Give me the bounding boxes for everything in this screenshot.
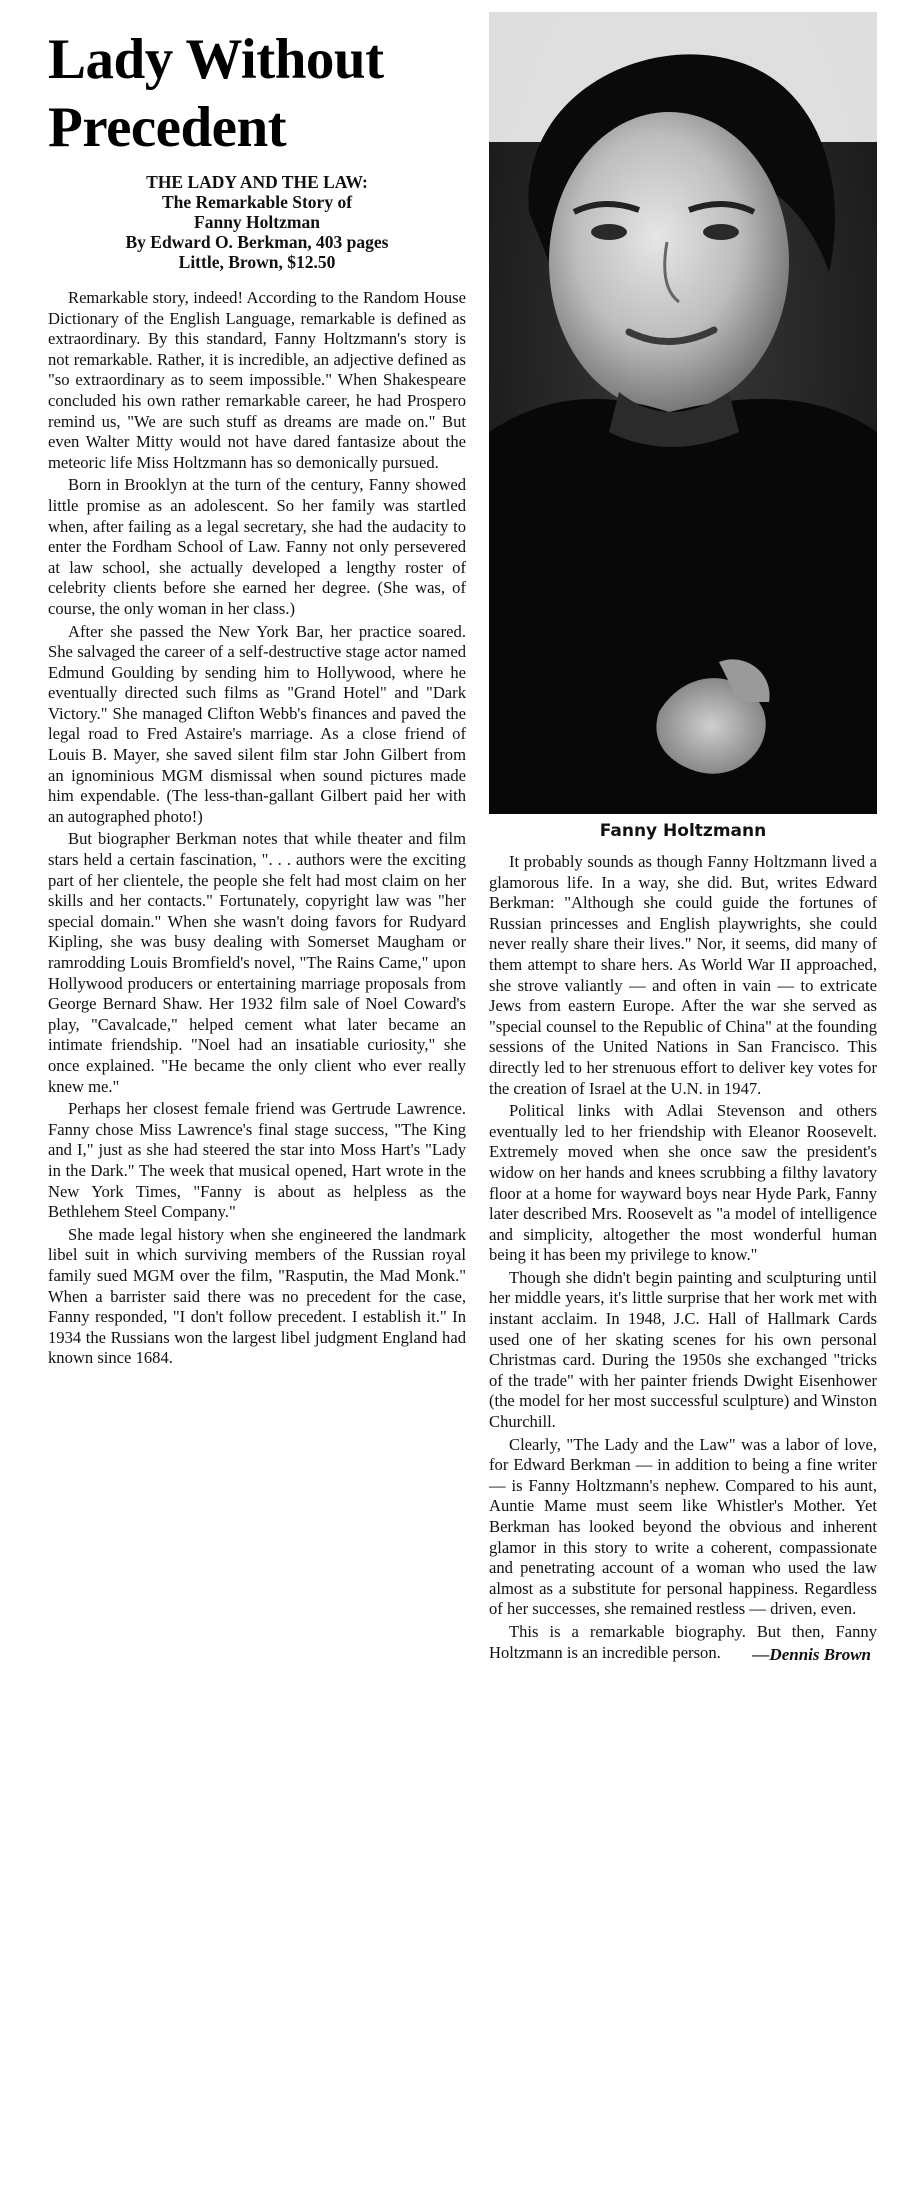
author-byline: —Dennis Brown	[752, 1645, 871, 1665]
paragraph: Born in Brooklyn at the turn of the century, Fanny showed little promise as an adolescent. So her family was startled when, after failing as a legal secretary, she had the audacity to enter the Fordham School of Law. Fanny not only persevered at law school, she actually developed a lengthy roster of celebrity clients before she earned her degree. (She was, of course, the only woman in her class.)	[48, 475, 466, 618]
book-subtitle: The Remarkable Story of	[161, 192, 353, 212]
paragraph: Clearly, "The Lady and the Law" was a labor of love, for Edward Berkman — in addition to being a fine writer — is Fanny Holtzmann's nephew. Compared to his aunt, Auntie Mame must seem like Whistler's Mother. Yet Berkman has looked beyond the obvious and inherent glamor in this story to write a coherent, compassionate and penetrating account of a woman who used the law almost as a substitute for personal happiness. Regardless of her successes, she remained restless — driven, even.	[489, 1434, 877, 1619]
paragraph: After she passed the New York Bar, her practice soared. She salvaged the career of a self-destructive stage actor named Edmund Goulding by sending him to Hollywood, where he eventually directed such films as "Grand Hotel" and "Dark Victory." She managed Clifton Webb's finances and paved the legal road to Fred Astaire's marriage. As a close friend of Louis B. Mayer, she saved silent film star John Gilbert from an ignominious MGM dismissal when sound pictures made him expendable. (The less-than-gallant Gilbert paid her with an autographed photo!)	[48, 621, 466, 826]
portrait-photo	[489, 12, 877, 814]
book-author-line: By Edward O. Berkman, 403 pages	[125, 232, 389, 252]
paragraph: She made legal history when she engineered the landmark libel suit in which surviving members of the Russian royal family sued MGM over the film, "Rasputin, the Mad Monk." When a barrister said there was no precedent for the case, Fanny responded, "I don't follow precedent. I establish it." In 1934 the Russians won the largest libel judgment England had known since 1684.	[48, 1224, 466, 1368]
right-column	[489, 12, 877, 1665]
paragraph: It probably sounds as though Fanny Holtzmann lived a glamorous life. In a way, she did. But, writes Edward Berkman: "Although she could guide the fortunes of Russian princesses and English playwrights, she could never really share their lives." Nor, it seems, did many of them attempt to share hers. As World War II approached, she strove valiantly — and often in vain — to extricate Jews from eastern Europe. After the war she served as "special counsel to the Republic of China" at the founding sessions of the United Nations in San Francisco. This directly led to her strenuous effort to deliver key votes for the creation of Israel at the U.N. in 1947.	[489, 852, 877, 1098]
left-body	[48, 288, 466, 1369]
headline: Lady Without Precedent	[48, 28, 384, 159]
paragraph: Though she didn't begin painting and sculpturing until her middle years, it's little surprise that her work met with instant acclaim. In 1948, J.C. Hall of Hallmark Cards used one of her skating scenes for his own personal Christmas card. During the 1950s she exchanged "tricks of the trade" with her painter friends Dwight Eisenhower (the model for her most successful sculpture) and Winston Churchill.	[489, 1267, 877, 1432]
paragraph: This is a remarkable biography. But then, Fanny Holtzmann is an incredible person.	[489, 1621, 877, 1662]
paragraph: Political links with Adlai Stevenson and others eventually led to her friendship with Eleanor Roosevelt. Extremely moved when she once saw the president's widow on her hands and knees scrubbing a filthy lavatory floor at a home for wayward boys near Hyde Park, Fanny later described Mrs. Roosevelt as "a model of intelligence and simplicity, altogether the most wonderful human being it has been my privilege to know."	[489, 1101, 877, 1265]
right-body	[489, 852, 877, 1663]
photo-caption: Fanny Holtzmann	[599, 821, 767, 841]
book-subject: Fanny Holtzman	[194, 212, 320, 232]
paragraph: Remarkable story, indeed! According to the Random House Dictionary of the English Language, remarkable is defined as extraordinary. By this standard, Fanny Holtzmann's story is not remarkable. Rather, it is incredible, an adjective defined as "so extraordinary as to seem impossible." When Shakespeare concluded his own rather remarkable career, he had Prospero remind us, "We are such stuff as dreams are made on." But even Walter Mitty would not have dared fantasize about the meteoric life Miss Holtzmann has so demonically pursued.	[48, 288, 466, 472]
book-info	[48, 172, 466, 272]
paragraph: Perhaps her closest female friend was Gertrude Lawrence. Fanny chose Miss Lawrence's final stage success, "The King and I," just as she had steered the star into Moss Hart's "Lady in the Dark." The week that musical opened, Hart wrote in the New York Times, "Fanny is about as helpless as the Bethlehem Steel Company."	[48, 1099, 466, 1222]
paragraph: But biographer Berkman notes that while theater and film stars held a certain fascination, ". . . authors were the exciting part of her clientele, the people she felt had most claim on her skills and her contacts." Fortunately, copyright law was "her special domain." When she wasn't doing favors for Rudyard Kipling, she was busy dealing with Somerset Maugham or ramrodding Louis Bromfield's novel, "The Rains Came," upon Hollywood producers or entertaining marriage proposals from George Bernard Shaw. Her 1932 film sale of Noel Coward's play, "Cavalcade," helped cement what later became an intimate friendship. "Noel had an insatiable curiosity," she once explained. "He became the only client who ever really knew me."	[48, 829, 466, 1096]
portrait-image	[489, 12, 877, 814]
book-title: THE LADY AND THE LAW:	[146, 172, 368, 192]
left-column	[48, 26, 466, 1369]
book-publisher-line: Little, Brown, $12.50	[178, 252, 336, 272]
